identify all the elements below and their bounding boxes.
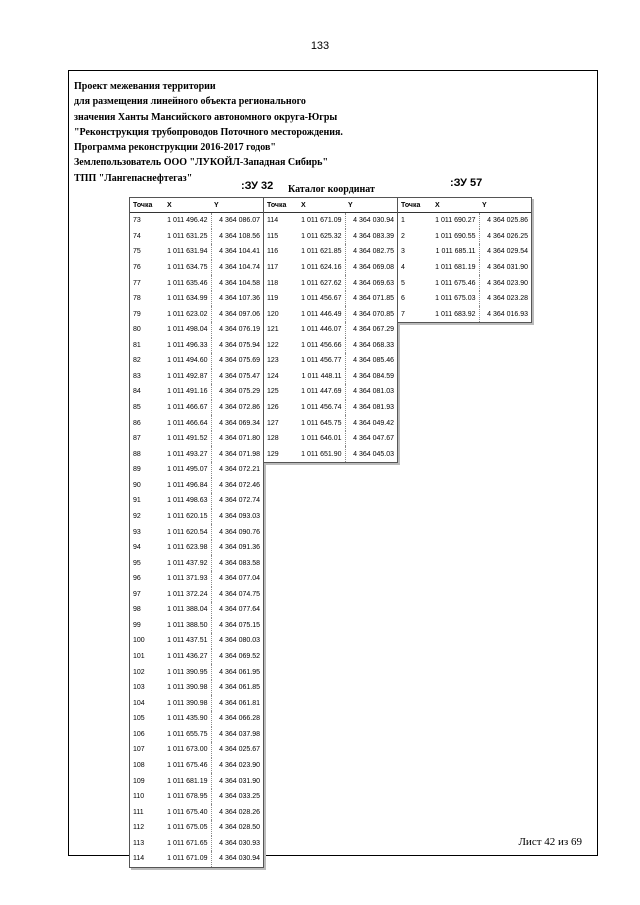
x-coordinate: 1 011 496.33: [164, 338, 211, 354]
x-coordinate: 1 011 631.94: [164, 244, 211, 260]
x-coordinate: 1 011 390.95: [164, 664, 211, 680]
y-coordinate: 4 364 030.94: [353, 217, 394, 225]
x-coordinate: 1 011 437.92: [164, 555, 211, 571]
col-header-x: X: [298, 198, 345, 213]
x-coordinate: 1 011 435.90: [164, 711, 211, 727]
y-coordinate: 4 364 061.95: [219, 668, 260, 676]
x-coordinate: 1 011 646.01: [298, 431, 345, 447]
table-row: [130, 431, 263, 447]
x-coordinate: 1 011 623.02: [164, 306, 211, 322]
point-number: 118: [267, 279, 279, 287]
page-number: 133: [310, 40, 330, 52]
y-coordinate: 4 364 108.56: [219, 232, 260, 240]
point-number: 107: [133, 746, 145, 754]
col-header-point: Точка: [130, 198, 164, 213]
y-coordinate: 4 364 083.39: [353, 232, 394, 240]
point-number: 103: [133, 684, 145, 692]
y-coordinate: 4 364 097.06: [219, 310, 260, 318]
x-coordinate: 1 011 456.67: [298, 291, 345, 307]
point-number: 110: [133, 793, 145, 801]
table-row: [130, 851, 263, 867]
table-row: [130, 322, 263, 338]
x-coordinate: 1 011 620.54: [164, 524, 211, 540]
x-coordinate: 1 011 436.27: [164, 649, 211, 665]
y-coordinate: 4 364 076.19: [219, 326, 260, 334]
point-number: 119: [267, 295, 279, 303]
x-coordinate: 1 011 448.11: [298, 369, 345, 385]
x-coordinate: 1 011 651.90: [298, 446, 345, 462]
y-coordinate: 4 364 066.28: [219, 715, 260, 723]
point-number: 116: [267, 248, 279, 256]
y-coordinate: 4 364 023.28: [487, 295, 528, 303]
coordinate-table-zu57: [397, 197, 532, 323]
y-coordinate: 4 364 082.75: [353, 248, 394, 256]
x-coordinate: 1 011 683.92: [432, 306, 479, 322]
x-coordinate: 1 011 496.42: [164, 213, 211, 229]
y-coordinate: 4 364 086.07: [219, 217, 260, 225]
table-row: [264, 353, 397, 369]
table-row: [130, 540, 263, 556]
y-coordinate: 4 364 081.03: [353, 388, 394, 396]
point-number: 109: [133, 777, 145, 785]
x-coordinate: 1 011 494.60: [164, 353, 211, 369]
table-row: [264, 291, 397, 307]
table-row: [130, 509, 263, 525]
col-header-x: X: [432, 198, 479, 213]
x-coordinate: 1 011 491.52: [164, 431, 211, 447]
table-row: [130, 478, 263, 494]
y-coordinate: 4 364 081.93: [353, 404, 394, 412]
point-number: 102: [133, 668, 145, 676]
x-coordinate: 1 011 625.32: [298, 229, 345, 245]
table-row: [130, 618, 263, 634]
x-coordinate: 1 011 456.77: [298, 353, 345, 369]
point-number: 87: [133, 435, 141, 443]
x-coordinate: 1 011 675.46: [164, 758, 211, 774]
x-coordinate: 1 011 447.69: [298, 384, 345, 400]
x-coordinate: 1 011 681.19: [432, 260, 479, 276]
table-row: [398, 244, 531, 260]
x-coordinate: 1 011 671.09: [298, 213, 345, 229]
point-number: 99: [133, 621, 141, 629]
point-number: 86: [133, 419, 141, 427]
x-coordinate: 1 011 372.24: [164, 587, 211, 603]
y-coordinate: 4 364 104.74: [219, 263, 260, 271]
x-coordinate: 1 011 437.51: [164, 633, 211, 649]
y-coordinate: 4 364 075.69: [219, 357, 260, 365]
x-coordinate: 1 011 681.19: [164, 773, 211, 789]
point-number: 100: [133, 637, 145, 645]
y-coordinate: 4 364 023.90: [219, 761, 260, 769]
y-coordinate: 4 364 075.15: [219, 621, 260, 629]
y-coordinate: 4 364 090.76: [219, 528, 260, 536]
table-row: [130, 229, 263, 245]
y-coordinate: 4 364 049.42: [353, 419, 394, 427]
y-coordinate: 4 364 071.80: [219, 435, 260, 443]
x-coordinate: 1 011 623.98: [164, 540, 211, 556]
y-coordinate: 4 364 071.85: [353, 295, 394, 303]
y-coordinate: 4 364 077.64: [219, 606, 260, 614]
point-number: 120: [267, 310, 279, 318]
y-coordinate: 4 364 069.63: [353, 279, 394, 287]
point-number: 91: [133, 497, 141, 505]
x-coordinate: 1 011 673.00: [164, 742, 211, 758]
header-line: Программа реконструкции 2016-2017 годов": [74, 142, 276, 154]
point-number: 114: [133, 855, 145, 863]
y-coordinate: 4 364 104.41: [219, 248, 260, 256]
x-coordinate: 1 011 492.87: [164, 369, 211, 385]
x-coordinate: 1 011 690.27: [432, 213, 479, 229]
point-number: 128: [267, 435, 279, 443]
y-coordinate: 4 364 025.86: [487, 217, 528, 225]
header-line: Проект межевания территории: [74, 81, 216, 92]
table-row: [398, 291, 531, 307]
point-number: 121: [267, 326, 279, 334]
x-coordinate: 1 011 671.65: [164, 836, 211, 852]
x-coordinate: 1 011 390.98: [164, 680, 211, 696]
table-row: [130, 291, 263, 307]
y-coordinate: 4 364 075.94: [219, 341, 260, 349]
x-coordinate: 1 011 645.75: [298, 415, 345, 431]
point-number: 101: [133, 653, 145, 661]
y-coordinate: 4 364 037.98: [219, 730, 260, 738]
table-row: [264, 275, 397, 291]
y-coordinate: 4 364 072.74: [219, 497, 260, 505]
x-coordinate: 1 011 371.93: [164, 571, 211, 587]
table-row: [130, 306, 263, 322]
point-number: 2: [401, 232, 405, 240]
y-coordinate: 4 364 107.36: [219, 295, 260, 303]
x-coordinate: 1 011 390.98: [164, 695, 211, 711]
table-row: [264, 338, 397, 354]
x-coordinate: 1 011 634.99: [164, 291, 211, 307]
table-row: [130, 524, 263, 540]
point-number: 125: [267, 388, 279, 396]
table-row: [130, 493, 263, 509]
x-coordinate: 1 011 631.25: [164, 229, 211, 245]
table-row: [130, 711, 263, 727]
table-row: [130, 384, 263, 400]
point-number: 4: [401, 263, 405, 271]
point-number: 93: [133, 528, 141, 536]
point-number: 115: [267, 232, 279, 240]
y-coordinate: 4 364 069.34: [219, 419, 260, 427]
point-number: 92: [133, 512, 141, 520]
x-coordinate: 1 011 446.07: [298, 322, 345, 338]
point-number: 76: [133, 263, 141, 271]
y-coordinate: 4 364 077.04: [219, 575, 260, 583]
y-coordinate: 4 364 085.46: [353, 357, 394, 365]
point-number: 123: [267, 357, 279, 365]
sheet-label: Лист 42 из 69: [518, 836, 582, 848]
point-number: 82: [133, 357, 141, 365]
point-number: 124: [267, 372, 279, 380]
y-coordinate: 4 364 016.93: [487, 310, 528, 318]
point-number: 89: [133, 466, 141, 474]
header-line: Землепользователь ООО "ЛУКОЙЛ-Западная Сибирь": [74, 157, 329, 169]
y-coordinate: 4 364 061.81: [219, 699, 260, 707]
point-number: 122: [267, 341, 279, 349]
x-coordinate: 1 011 635.46: [164, 275, 211, 291]
table-row: [398, 213, 531, 229]
x-coordinate: 1 011 388.50: [164, 618, 211, 634]
table-row: [130, 664, 263, 680]
table-row: [130, 742, 263, 758]
y-coordinate: 4 364 069.52: [219, 653, 260, 661]
table-row: [130, 695, 263, 711]
table-row: [398, 306, 531, 322]
table-row: [264, 384, 397, 400]
table-row: [130, 369, 263, 385]
table-row: [264, 431, 397, 447]
y-coordinate: 4 364 093.03: [219, 512, 260, 520]
zu32-label: :ЗУ 32: [241, 180, 274, 192]
x-coordinate: 1 011 627.62: [298, 275, 345, 291]
col-header-point: Точка: [264, 198, 298, 213]
table-row: [130, 260, 263, 276]
x-coordinate: 1 011 446.49: [298, 306, 345, 322]
table-row: [264, 229, 397, 245]
table-row: [264, 244, 397, 260]
x-coordinate: 1 011 496.84: [164, 478, 211, 494]
point-number: 83: [133, 372, 141, 380]
table-row: [130, 275, 263, 291]
point-number: 85: [133, 404, 141, 412]
point-number: 73: [133, 217, 141, 225]
x-coordinate: 1 011 621.85: [298, 244, 345, 260]
header-line: значения Ханты Мансийского автономного округа-Югры: [74, 111, 338, 123]
table-row: [130, 555, 263, 571]
y-coordinate: 4 364 023.90: [487, 279, 528, 287]
point-number: 114: [267, 217, 279, 225]
table-row: [130, 571, 263, 587]
point-number: 84: [133, 388, 141, 396]
x-coordinate: 1 011 620.15: [164, 509, 211, 525]
header-line: ТПП "Лангепаснефтегаз": [74, 172, 193, 184]
table-row: [264, 213, 397, 229]
col-header-point: Точка: [398, 198, 432, 213]
y-coordinate: 4 364 045.03: [353, 450, 394, 458]
table-row: [130, 462, 263, 478]
point-number: 5: [401, 279, 405, 287]
coordinate-table-zu32-part1: [129, 197, 264, 868]
point-number: 96: [133, 575, 141, 583]
y-coordinate: 4 364 072.21: [219, 466, 260, 474]
y-coordinate: 4 364 072.46: [219, 481, 260, 489]
table-row: [130, 353, 263, 369]
point-number: 7: [401, 310, 405, 318]
point-number: 79: [133, 310, 141, 318]
point-number: 98: [133, 606, 141, 614]
point-number: 106: [133, 730, 145, 738]
header-line: "Реконструкция трубопроводов Поточного месторождения.: [74, 126, 343, 138]
table-row: [130, 602, 263, 618]
y-coordinate: 4 364 068.33: [353, 341, 394, 349]
table-row: [130, 773, 263, 789]
x-coordinate: 1 011 466.64: [164, 415, 211, 431]
col-header-y: Y: [479, 198, 531, 213]
project-header: [74, 79, 343, 186]
point-number: 6: [401, 295, 405, 303]
point-number: 105: [133, 715, 145, 723]
x-coordinate: 1 011 498.63: [164, 493, 211, 509]
table-row: [130, 213, 263, 229]
point-number: 95: [133, 559, 141, 567]
point-number: 111: [133, 808, 144, 816]
catalog-title: Каталог координат: [288, 184, 375, 195]
col-header-y: Y: [211, 198, 263, 213]
x-coordinate: 1 011 493.27: [164, 446, 211, 462]
x-coordinate: 1 011 491.16: [164, 384, 211, 400]
y-coordinate: 4 364 047.67: [353, 435, 394, 443]
table-row: [130, 804, 263, 820]
coordinate-table-zu32-part2: [263, 197, 398, 463]
col-header-y: Y: [345, 198, 397, 213]
table-row: [130, 820, 263, 836]
x-coordinate: 1 011 456.66: [298, 338, 345, 354]
point-number: 94: [133, 544, 141, 552]
table-row: [130, 680, 263, 696]
y-coordinate: 4 364 072.86: [219, 404, 260, 412]
y-coordinate: 4 364 031.90: [487, 263, 528, 271]
y-coordinate: 4 364 033.25: [219, 793, 260, 801]
table-row: [130, 633, 263, 649]
y-coordinate: 4 364 069.08: [353, 263, 394, 271]
x-coordinate: 1 011 671.09: [164, 851, 211, 867]
table-row: [264, 446, 397, 462]
y-coordinate: 4 364 067.29: [353, 326, 394, 334]
table-row: [264, 400, 397, 416]
table-row: [398, 275, 531, 291]
y-coordinate: 4 364 075.29: [219, 388, 260, 396]
table-row: [130, 727, 263, 743]
point-number: 90: [133, 481, 141, 489]
x-coordinate: 1 011 624.16: [298, 260, 345, 276]
y-coordinate: 4 364 031.90: [219, 777, 260, 785]
header-line: для размещения линейного объекта регионального: [74, 96, 306, 108]
x-coordinate: 1 011 388.04: [164, 602, 211, 618]
x-coordinate: 1 011 675.46: [432, 275, 479, 291]
y-coordinate: 4 364 030.94: [219, 855, 260, 863]
point-number: 126: [267, 404, 279, 412]
y-coordinate: 4 364 071.98: [219, 450, 260, 458]
y-coordinate: 4 364 080.03: [219, 637, 260, 645]
col-header-x: X: [164, 198, 211, 213]
x-coordinate: 1 011 456.74: [298, 400, 345, 416]
y-coordinate: 4 364 070.85: [353, 310, 394, 318]
point-number: 117: [267, 263, 279, 271]
y-coordinate: 4 364 091.36: [219, 544, 260, 552]
point-number: 78: [133, 295, 141, 303]
point-number: 80: [133, 326, 141, 334]
x-coordinate: 1 011 685.11: [432, 244, 479, 260]
point-number: 88: [133, 450, 141, 458]
y-coordinate: 4 364 083.58: [219, 559, 260, 567]
point-number: 97: [133, 590, 141, 598]
table-row: [130, 338, 263, 354]
table-row: [264, 306, 397, 322]
x-coordinate: 1 011 495.07: [164, 462, 211, 478]
y-coordinate: 4 364 104.58: [219, 279, 260, 287]
table-row: [398, 260, 531, 276]
y-coordinate: 4 364 074.75: [219, 590, 260, 598]
x-coordinate: 1 011 690.55: [432, 229, 479, 245]
x-coordinate: 1 011 675.03: [432, 291, 479, 307]
table-row: [130, 415, 263, 431]
point-number: 74: [133, 232, 141, 240]
point-number: 113: [133, 839, 145, 847]
point-number: 127: [267, 419, 279, 427]
table-row: [398, 229, 531, 245]
point-number: 75: [133, 248, 141, 256]
table-row: [264, 322, 397, 338]
table-row: [130, 400, 263, 416]
y-coordinate: 4 364 029.54: [487, 248, 528, 256]
table-row: [264, 415, 397, 431]
x-coordinate: 1 011 498.04: [164, 322, 211, 338]
point-number: 3: [401, 248, 405, 256]
table-row: [264, 369, 397, 385]
y-coordinate: 4 364 028.50: [219, 824, 260, 832]
x-coordinate: 1 011 675.40: [164, 804, 211, 820]
y-coordinate: 4 364 030.93: [219, 839, 260, 847]
y-coordinate: 4 364 084.59: [353, 372, 394, 380]
y-coordinate: 4 364 061.85: [219, 684, 260, 692]
y-coordinate: 4 364 075.47: [219, 372, 260, 380]
y-coordinate: 4 364 028.26: [219, 808, 260, 816]
zu57-label: :ЗУ 57: [450, 177, 483, 189]
point-number: 1: [401, 217, 405, 225]
point-number: 108: [133, 761, 145, 769]
y-coordinate: 4 364 025.67: [219, 746, 260, 754]
x-coordinate: 1 011 675.05: [164, 820, 211, 836]
y-coordinate: 4 364 026.25: [487, 232, 528, 240]
x-coordinate: 1 011 655.75: [164, 727, 211, 743]
table-row: [130, 587, 263, 603]
x-coordinate: 1 011 678.95: [164, 789, 211, 805]
x-coordinate: 1 011 466.67: [164, 400, 211, 416]
point-number: 112: [133, 824, 145, 832]
point-number: 104: [133, 699, 145, 707]
table-row: [130, 758, 263, 774]
point-number: 77: [133, 279, 141, 287]
table-row: [130, 836, 263, 852]
table-row: [130, 244, 263, 260]
x-coordinate: 1 011 634.75: [164, 260, 211, 276]
point-number: 81: [133, 341, 141, 349]
table-row: [264, 260, 397, 276]
table-row: [130, 649, 263, 665]
table-row: [130, 446, 263, 462]
point-number: 129: [267, 450, 279, 458]
table-row: [130, 789, 263, 805]
